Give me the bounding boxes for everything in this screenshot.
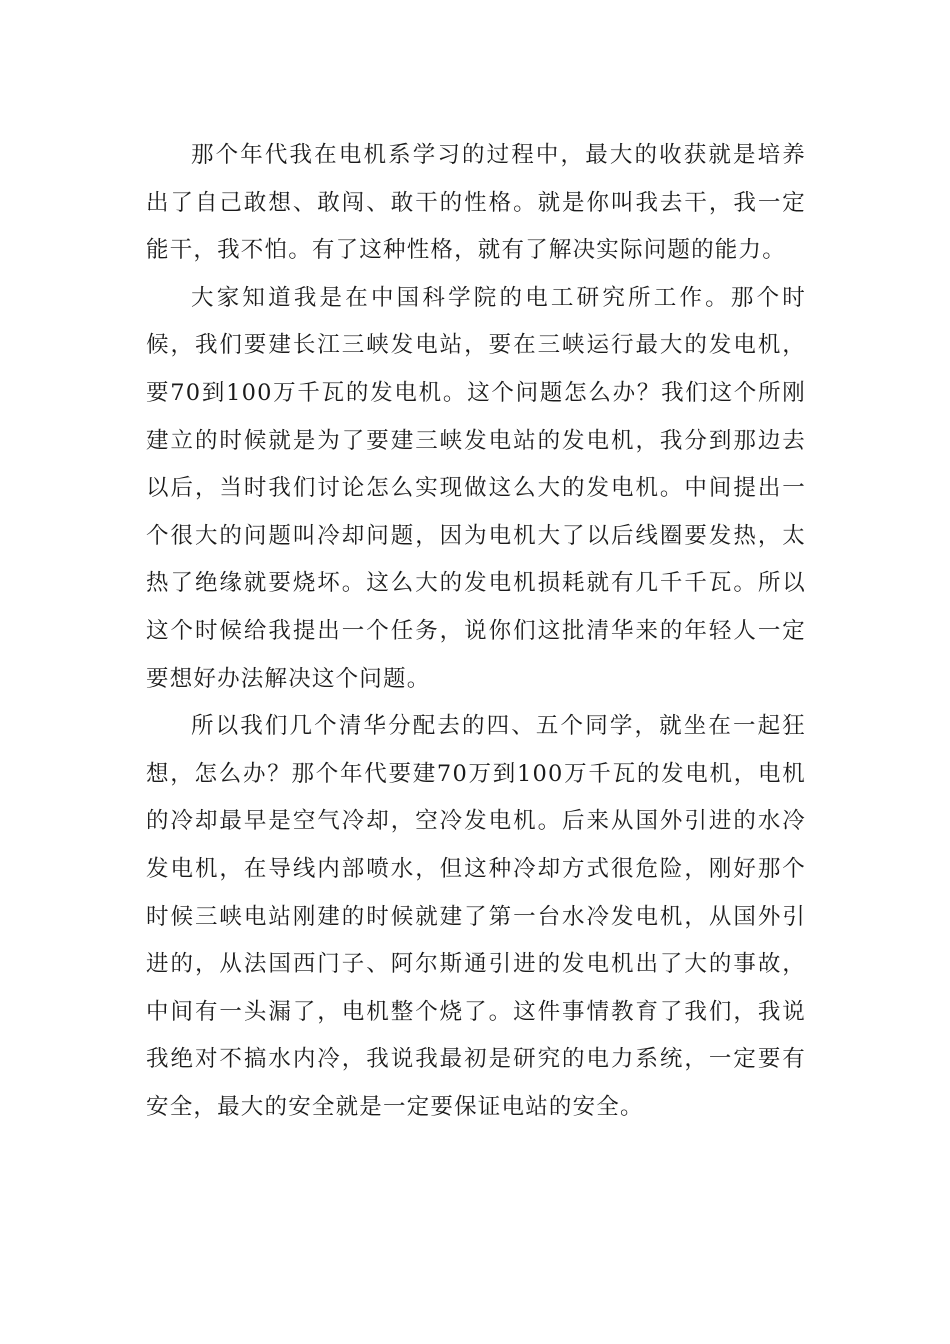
paragraph-2: 大家知道我是在中国科学院的电工研究所工作。那个时候，我们要建长江三峡发电站，要在三峡运行最大的发电机，要70到100万千瓦的发电机。这个问题怎么办？我们这个所刚建立的时候就是为了要建三峡发电站的发电机，我分到那边去以后，当时我们讨论怎么实现做这么大的发电机。中间提出一个很大的问题叫冷却问题，因为电机大了以后线圈要发热，太热了绝缘就要烧坏。这么大的发电机损耗就有几千千瓦。所以这个时候给我提出一个任务，说你们这批清华来的年轻人一定要想好办法解决这个问题。 [146,284,806,692]
document-body [146,132,806,1131]
paragraph-3: 所以我们几个清华分配去的四、五个同学，就坐在一起狂想，怎么办？那个年代要建70万到100万千瓦的发电机，电机的冷却最早是空气冷却，空冷发电机。后来从国外引进的水冷发电机，在导线内部喷水，但这种冷却方式很危险，刚好那个时候三峡电站刚建的时候就建了第一台水冷发电机，从国外引进的，从法国西门子、阿尔斯通引进的发电机出了大的事故，中间有一头漏了，电机整个烧了。这件事情教育了我们，我说我绝对不搞水内冷，我说我最初是研究的电力系统，一定要有安全，最大的安全就是一定要保证电站的安全。 [146,713,806,1120]
paragraph-1: 那个年代我在电机系学习的过程中，最大的收获就是培养出了自己敢想、敢闯、敢干的性格。就是你叫我去干，我一定能干，我不怕。有了这种性格，就有了解决实际问题的能力。 [146,142,806,264]
